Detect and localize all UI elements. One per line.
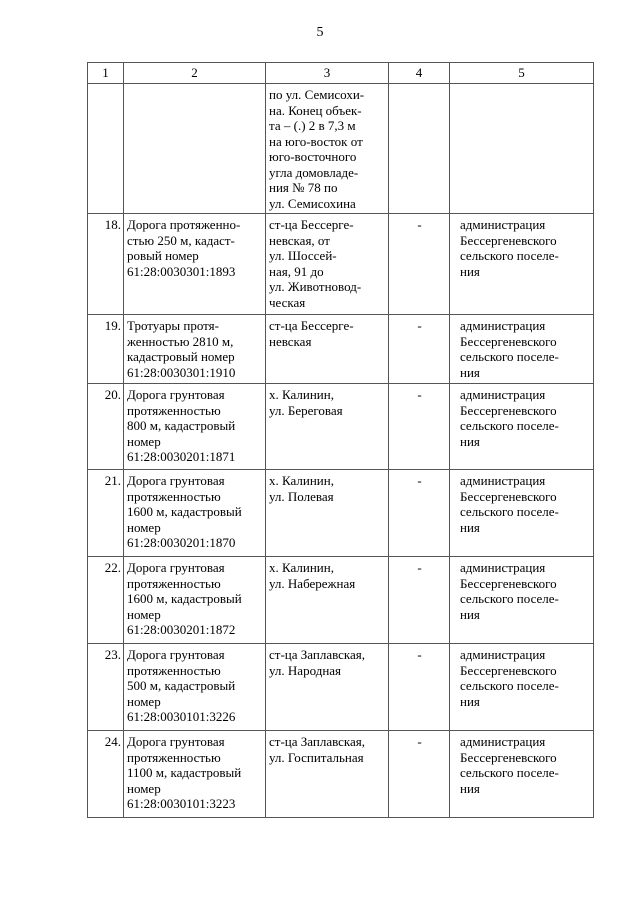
object-location: ст-ца Заплавская, ул. Госпитальная <box>266 731 389 818</box>
table-row <box>88 214 594 315</box>
column-4-value: - <box>389 214 450 315</box>
object-description: Дорога грунтовая протяженностью 1600 м, кадастровый номер 61:28:0030201:1870 <box>124 470 266 557</box>
object-location: по ул. Семисохи- на. Конец объек- та – (.) 2 в 7,3 м на юго-восток от юго-восточного угла домовладе- ния № 78 по ул. Семисохина <box>266 84 389 214</box>
row-number <box>88 84 124 214</box>
owner-name: администрация Бессергеневского сельского поселе- ния <box>450 644 594 731</box>
row-number: 21. <box>88 470 124 557</box>
row-number: 23. <box>88 644 124 731</box>
column-4-value: - <box>389 384 450 470</box>
header-cell-3: 3 <box>266 63 389 84</box>
column-4-value: - <box>389 731 450 818</box>
header-cell-1: 1 <box>88 63 124 84</box>
page-number: 5 <box>316 25 324 40</box>
header-cell-2: 2 <box>124 63 266 84</box>
object-description: Дорога грунтовая протяженностью 500 м, кадастровый номер 61:28:0030101:3226 <box>124 644 266 731</box>
column-4-value <box>389 84 450 214</box>
table-row <box>88 644 594 731</box>
object-description: Тротуары протя- женностью 2810 м, кадастровый номер 61:28:0030301:1910 <box>124 315 266 384</box>
object-location: х. Калинин, ул. Береговая <box>266 384 389 470</box>
owner-name <box>450 84 594 214</box>
header-cell-5: 5 <box>450 63 594 84</box>
property-table <box>87 62 594 818</box>
object-description: Дорога протяженно- стью 250 м, кадаст- ровый номер 61:28:0030301:1893 <box>124 214 266 315</box>
owner-name: администрация Бессергеневского сельского поселе- ния <box>450 384 594 470</box>
object-location: х. Калинин, ул. Полевая <box>266 470 389 557</box>
owner-name: администрация Бессергеневского сельского поселе- ния <box>450 731 594 818</box>
object-location: ст-ца Бессерге- невская <box>266 315 389 384</box>
column-4-value: - <box>389 470 450 557</box>
row-number: 22. <box>88 557 124 644</box>
row-number: 24. <box>88 731 124 818</box>
owner-name: администрация Бессергеневского сельского поселе- ния <box>450 557 594 644</box>
owner-name: администрация Бессергеневского сельского поселе- ния <box>450 470 594 557</box>
column-4-value: - <box>389 557 450 644</box>
table-row <box>88 557 594 644</box>
column-4-value: - <box>389 644 450 731</box>
table-row <box>88 384 594 470</box>
column-4-value: - <box>389 315 450 384</box>
owner-name: администрация Бессергеневского сельского поселе- ния <box>450 214 594 315</box>
object-description: Дорога грунтовая протяженностью 1600 м, кадастровый номер 61:28:0030201:1872 <box>124 557 266 644</box>
row-number: 18. <box>88 214 124 315</box>
object-location: ст-ца Бессерге- невская, от ул. Шоссей- ная, 91 до ул. Животновод- ческая <box>266 214 389 315</box>
row-number: 19. <box>88 315 124 384</box>
object-description <box>124 84 266 214</box>
table-row <box>88 731 594 818</box>
table-row <box>88 84 594 214</box>
header-cell-4: 4 <box>389 63 450 84</box>
row-number: 20. <box>88 384 124 470</box>
object-location: ст-ца Заплавская, ул. Народная <box>266 644 389 731</box>
owner-name: администрация Бессергеневского сельского поселе- ния <box>450 315 594 384</box>
object-location: х. Калинин, ул. Набережная <box>266 557 389 644</box>
table-row <box>88 470 594 557</box>
table-header-row <box>88 63 594 84</box>
object-description: Дорога грунтовая протяженностью 800 м, кадастровый номер 61:28:0030201:1871 <box>124 384 266 470</box>
table-row <box>88 315 594 384</box>
object-description: Дорога грунтовая протяженностью 1100 м, кадастровый номер 61:28:0030101:3223 <box>124 731 266 818</box>
